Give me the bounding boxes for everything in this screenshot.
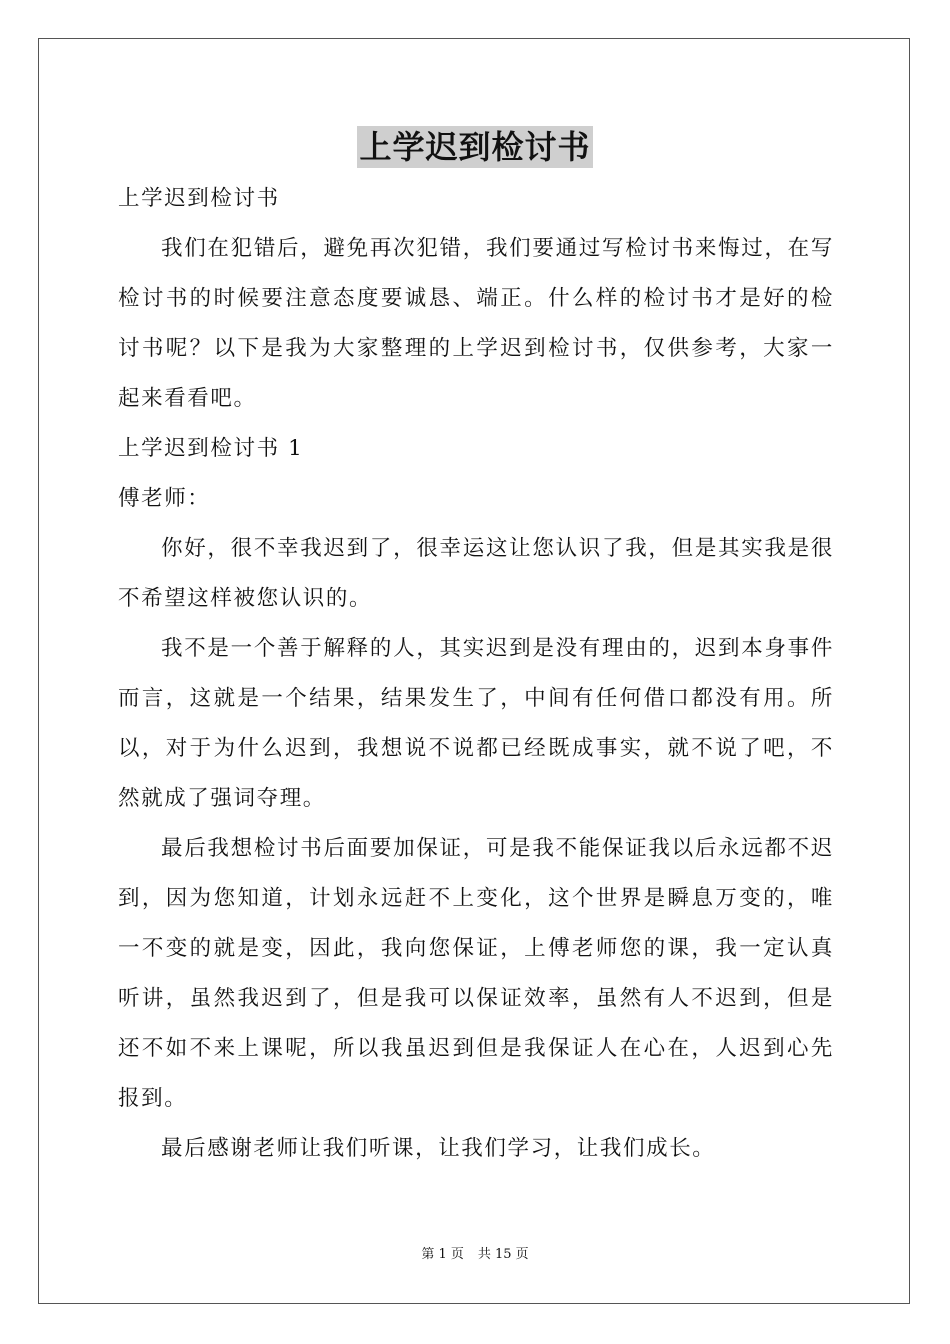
page-number: 第 1 页	[421, 1247, 464, 1262]
page-total: 共 15 页	[477, 1247, 529, 1262]
paragraph: 傅老师：	[118, 486, 211, 511]
page-footer	[0, 1245, 950, 1265]
document-body	[118, 174, 834, 1174]
paragraph: 最后感谢老师让我们听课，让我们学习，让我们成长。	[161, 1136, 716, 1161]
paragraph: 我们在犯错后，避免再次犯错，我们要通过写检讨书来悔过，在写检讨书的时候要注意态度要诚恳、端正。什么样的检讨书才是好的检讨书呢？以下是我为大家整理的上学迟到检讨书，仅供参考，大家一起来看看吧。	[118, 236, 834, 411]
paragraph: 我不是一个善于解释的人，其实迟到是没有理由的，迟到本身事件而言，这就是一个结果，结果发生了，中间有任何借口都没有用。所以，对于为什么迟到，我想说不说都已经既成事实，就不说了吧，不然就成了强词夺理。	[118, 636, 834, 811]
paragraph: 最后我想检讨书后面要加保证，可是我不能保证我以后永远都不迟到，因为您知道，计划永远赶不上变化，这个世界是瞬息万变的，唯一不变的就是变，因此，我向您保证，上傅老师您的课，我一定认真听讲，虽然我迟到了，但是我可以保证效率，虽然有人不迟到，但是还不如不来上课呢，所以我虽迟到但是我保证人在心在，人迟到心先报到。	[118, 836, 834, 1111]
paragraph: 上学迟到检讨书	[118, 186, 280, 211]
title-container	[0, 126, 950, 168]
paragraph: 你好，很不幸我迟到了，很幸运这让您认识了我，但是其实我是很不希望这样被您认识的。	[118, 536, 834, 611]
paragraph: 上学迟到检讨书 1	[118, 436, 304, 461]
document-title: 上学迟到检讨书	[359, 128, 591, 166]
